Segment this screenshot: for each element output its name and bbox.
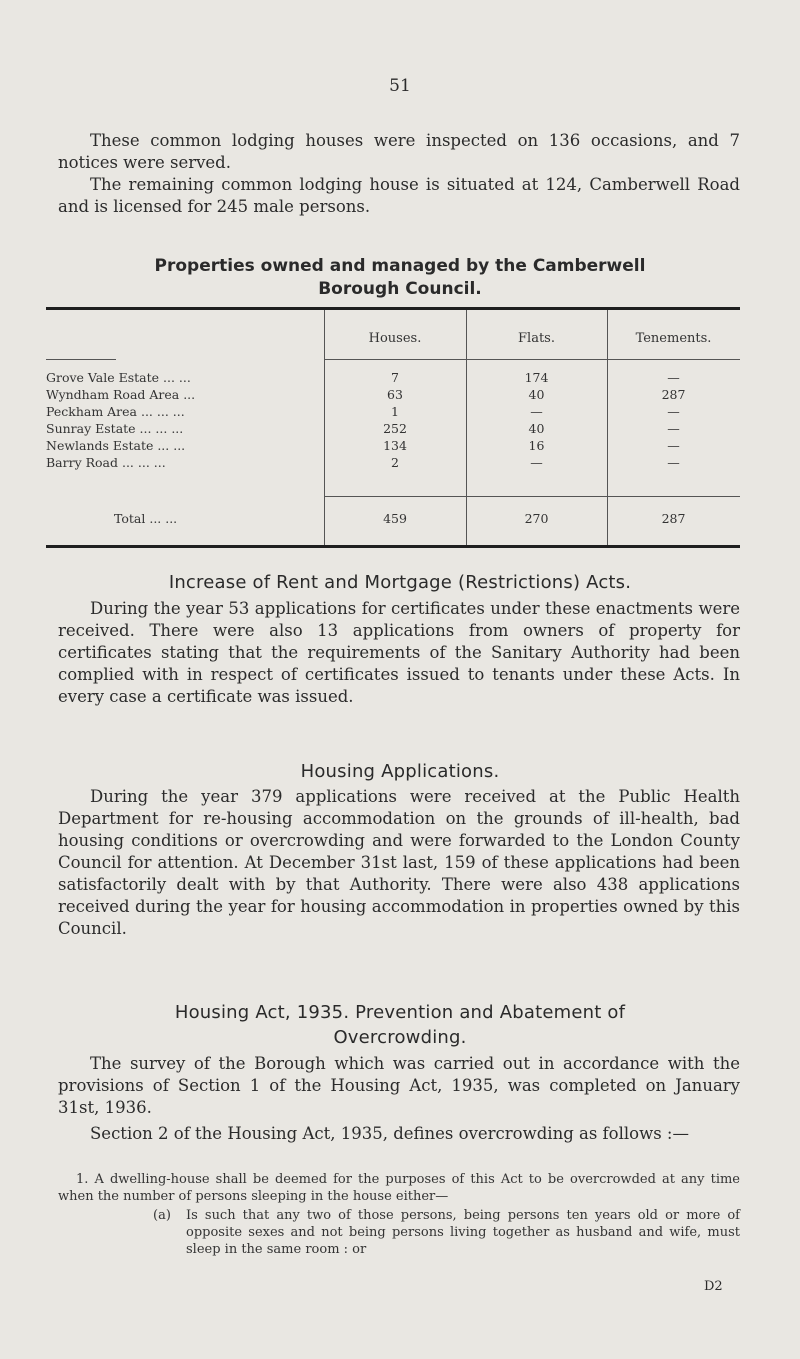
row-label: Sunray Estate ... ... ... bbox=[46, 421, 184, 436]
cell-tenements: — bbox=[667, 455, 680, 470]
table-top-rule bbox=[46, 307, 740, 310]
table-bottom-rule bbox=[46, 545, 740, 548]
signature-mark: D2 bbox=[704, 1279, 723, 1294]
col-head-houses: Houses. bbox=[368, 331, 422, 346]
total-tenements: 287 bbox=[661, 511, 686, 526]
row-label: Wyndham Road Area ... bbox=[46, 387, 196, 402]
total-flats: 270 bbox=[524, 511, 549, 526]
col-head-tenements: Tenements. bbox=[635, 331, 712, 346]
cell-tenements: — bbox=[667, 404, 680, 419]
cell-flats: — bbox=[530, 404, 543, 419]
table-title-1: Properties owned and managed by the Camberwell bbox=[154, 256, 646, 276]
row-label: Barry Road ... ... ... bbox=[46, 455, 166, 470]
cell-tenements: — bbox=[667, 370, 680, 385]
housing-applications-heading: Housing Applications. bbox=[300, 761, 500, 782]
properties-table bbox=[46, 307, 746, 551]
housing-applications-text bbox=[58, 786, 740, 940]
intro-paragraph-2: The remaining common lodging house is situated at 124, Camberwell Road and is licensed for 245 male persons. bbox=[58, 175, 740, 216]
clause-a: Is such that any two of those persons, being persons ten years old or more of opposite sexes and not being persons living together as husband and wife, must sleep in the same room : or bbox=[186, 1208, 740, 1257]
row-label: Peckham Area ... ... ... bbox=[46, 404, 185, 419]
intro-paragraph-1: These common lodging houses were inspected on 136 occasions, and 7 notices were served. bbox=[58, 131, 740, 172]
page-number: 51 bbox=[389, 76, 411, 96]
cell-houses: 134 bbox=[383, 438, 407, 453]
cell-tenements: — bbox=[667, 421, 680, 436]
col-head-flats: Flats. bbox=[518, 331, 555, 346]
cell-houses: 252 bbox=[383, 421, 407, 436]
total-houses: 459 bbox=[383, 511, 407, 526]
overcrowding-text bbox=[58, 1053, 740, 1145]
cell-houses: 63 bbox=[387, 387, 403, 402]
cell-tenements: 287 bbox=[661, 387, 686, 402]
cell-houses: 1 bbox=[391, 404, 399, 419]
clause-1: 1. A dwelling-house shall be deemed for the purposes of this Act to be overcrowded at any time when the number of persons sleeping in the house either— bbox=[58, 1172, 740, 1204]
cell-tenements: — bbox=[667, 438, 680, 453]
overcrowding-heading-1: Housing Act, 1935. Prevention and Abatement of bbox=[174, 1002, 626, 1023]
overcrowding-heading-2: Overcrowding. bbox=[333, 1027, 467, 1048]
cell-houses: 7 bbox=[391, 370, 399, 385]
intro-text bbox=[58, 130, 740, 218]
cell-flats: 174 bbox=[524, 370, 549, 385]
rent-act-text bbox=[58, 598, 740, 708]
cell-flats: 40 bbox=[528, 387, 545, 402]
table-title-2: Borough Council. bbox=[318, 279, 482, 299]
header-rule bbox=[46, 359, 116, 360]
row-label: Grove Vale Estate ... ... bbox=[46, 370, 191, 385]
overcrowding-paragraph-1: The survey of the Borough which was carried out in accordance with the provisions of Section 1 of the Housing Act, 1935, was completed on January 31st, 1936. bbox=[58, 1054, 740, 1117]
row-label: Newlands Estate ... ... bbox=[46, 438, 186, 453]
rent-act-heading: Increase of Rent and Mortgage (Restrictions) Acts. bbox=[168, 572, 632, 593]
housing-applications-paragraph: During the year 379 applications were received at the Public Health Department for re-housing accommodation on the grounds of ill-health, bad housing conditions or overcrowding and were forwarded to the London County Council for attention. At December 31st last, 159 of these applications had been satisfactorily dealt with by that Authority. There were also 438 applications received during the year for housing accommodation in properties owned by this Council. bbox=[58, 787, 740, 938]
total-rule bbox=[324, 496, 740, 497]
cell-flats: 40 bbox=[528, 421, 545, 436]
cell-houses: 2 bbox=[391, 455, 399, 470]
total-label: Total ... ... bbox=[114, 511, 178, 526]
header-rule bbox=[324, 359, 740, 360]
clause-a-marker: (a) bbox=[153, 1208, 171, 1223]
cell-flats: 16 bbox=[528, 438, 545, 453]
rent-act-paragraph: During the year 53 applications for certificates under these enactments were received. There were also 13 applications from owners of property for certificates stating that the requirements of the Sanitary Authority had been complied with in respect of certificates issued to tenants under these Acts. In every case a certificate was issued. bbox=[58, 599, 740, 706]
overcrowding-paragraph-2: Section 2 of the Housing Act, 1935, defines overcrowding as follows :— bbox=[90, 1124, 689, 1143]
cell-flats: — bbox=[530, 455, 543, 470]
